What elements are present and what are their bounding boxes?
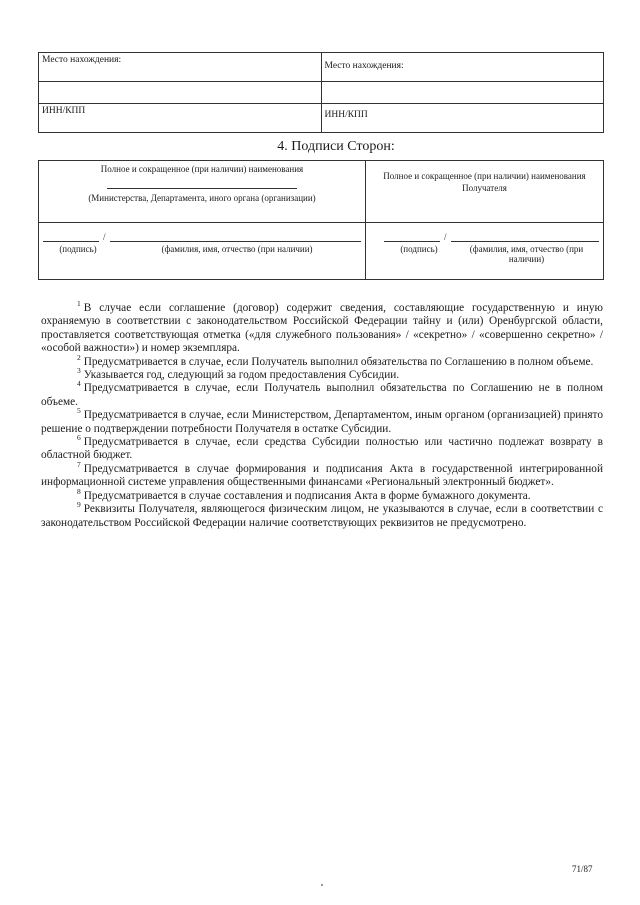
footnote-number: 6 [77,433,81,443]
left-location-cell [39,53,322,82]
footnote-text: Предусматривается в случае, если Получатель выполнил обязательства по Соглашению в полном объеме. [83,355,594,368]
footnote [41,379,603,409]
page-number: 71/87 [572,864,593,874]
footnote-number: 4 [77,379,81,389]
party-details-table [38,52,604,133]
footnote-text: Указывается год, следующий за годом предоставления Субсидии. [83,369,400,382]
right-name-label: (фамилия, имя, отчество (при наличии) [469,244,584,264]
left-inn-label: ИНН/КПП [42,106,86,116]
footnote [41,500,603,530]
footnote [41,352,603,369]
footnote-number: 7 [77,459,81,469]
right-signature-line [384,233,440,242]
left-location-label: Место нахождения: [42,55,122,65]
left-header-cell [39,161,366,223]
left-signature-cell [39,223,366,280]
section-title: 4. Подписи Сторон: [277,139,395,154]
footnote-number: 2 [77,352,81,362]
right-inn-cell [321,104,604,133]
right-inn-label: ИНН/КПП [324,110,368,120]
footnote-text: В случае если соглашение (договор) содержит сведения, составляющие государственную и иную охраняемую в соответствии с законодательством Российской Федерации тайну и (или) Оренбургской области, проставляется соответствующая отметка («для служебного пользования» / «секретно» / «совершенно секретно» / «особой важности») и номер экземпляра. [41,302,603,355]
footnote [41,299,603,356]
scan-speck [321,884,323,886]
right-signature-slash: / [444,232,447,242]
left-header-blank-line [107,182,297,189]
right-name-line [451,233,599,242]
left-signature-label: (подпись) [59,244,97,254]
footnote-number: 9 [77,500,81,510]
right-header-cell [366,161,604,223]
footnote-number: 1 [77,299,81,308]
left-header-line2: (Министерства, Департамента, иного органа (организации) [88,192,316,203]
footnote-number: 5 [77,406,81,416]
right-header-text: Полное и сокращенное (при наличии) наименования Получателя [383,171,586,193]
right-signature-cell [366,223,604,280]
signatures-table [38,160,604,280]
footnote-text: Предусматривается в случае формирования и подписания Акта в государственной интегрированной информационной системе управления общественными финансами «Региональный электронный бюджет». [41,462,603,489]
footnote [41,406,603,436]
left-empty-cell [39,82,322,104]
left-inn-cell [39,104,322,133]
left-name-label: (фамилия, имя, отчество (при наличии) [161,244,313,254]
footnote-text: Предусматривается в случае, если Получатель выполнил обязательства по Соглашению не в полном объеме. [41,382,603,408]
right-empty-cell [321,82,604,104]
footnote [41,366,603,382]
footnote [41,486,603,503]
left-name-line [110,233,361,242]
footnote-number: 3 [77,366,81,376]
footnote-text: Реквизиты Получателя, являющегося физическим лицом, не указываются в случае, если в соответствии с законодательством Российской Федерации наличие соответствующих реквизитов не предусмотрено. [41,503,603,529]
footnote [41,433,603,463]
footnote-text: Предусматривается в случае, если Министерством, Департаментом, иным органом (организацией) принято решение о подтверждении потребности Получателя в остатке Субсидии. [41,409,603,435]
left-signature-line [43,233,99,242]
footnote [41,459,603,490]
right-location-label: Место нахождения: [324,61,404,71]
left-header-line1: Полное и сокращенное (при наличии) наименования [100,164,304,174]
footnotes [41,299,603,530]
footnote-number: 8 [77,486,81,496]
footnote-text: Предусматривается в случае, если средства Субсидии полностью или частично подлежат возврату в областной бюджет. [41,436,603,462]
left-signature-slash: / [103,232,106,242]
right-signature-label: (подпись) [400,244,438,254]
footnote-text: Предусматривается в случае составления и подписания Акта в форме бумажного документа. [83,489,531,502]
right-location-cell [321,53,604,82]
